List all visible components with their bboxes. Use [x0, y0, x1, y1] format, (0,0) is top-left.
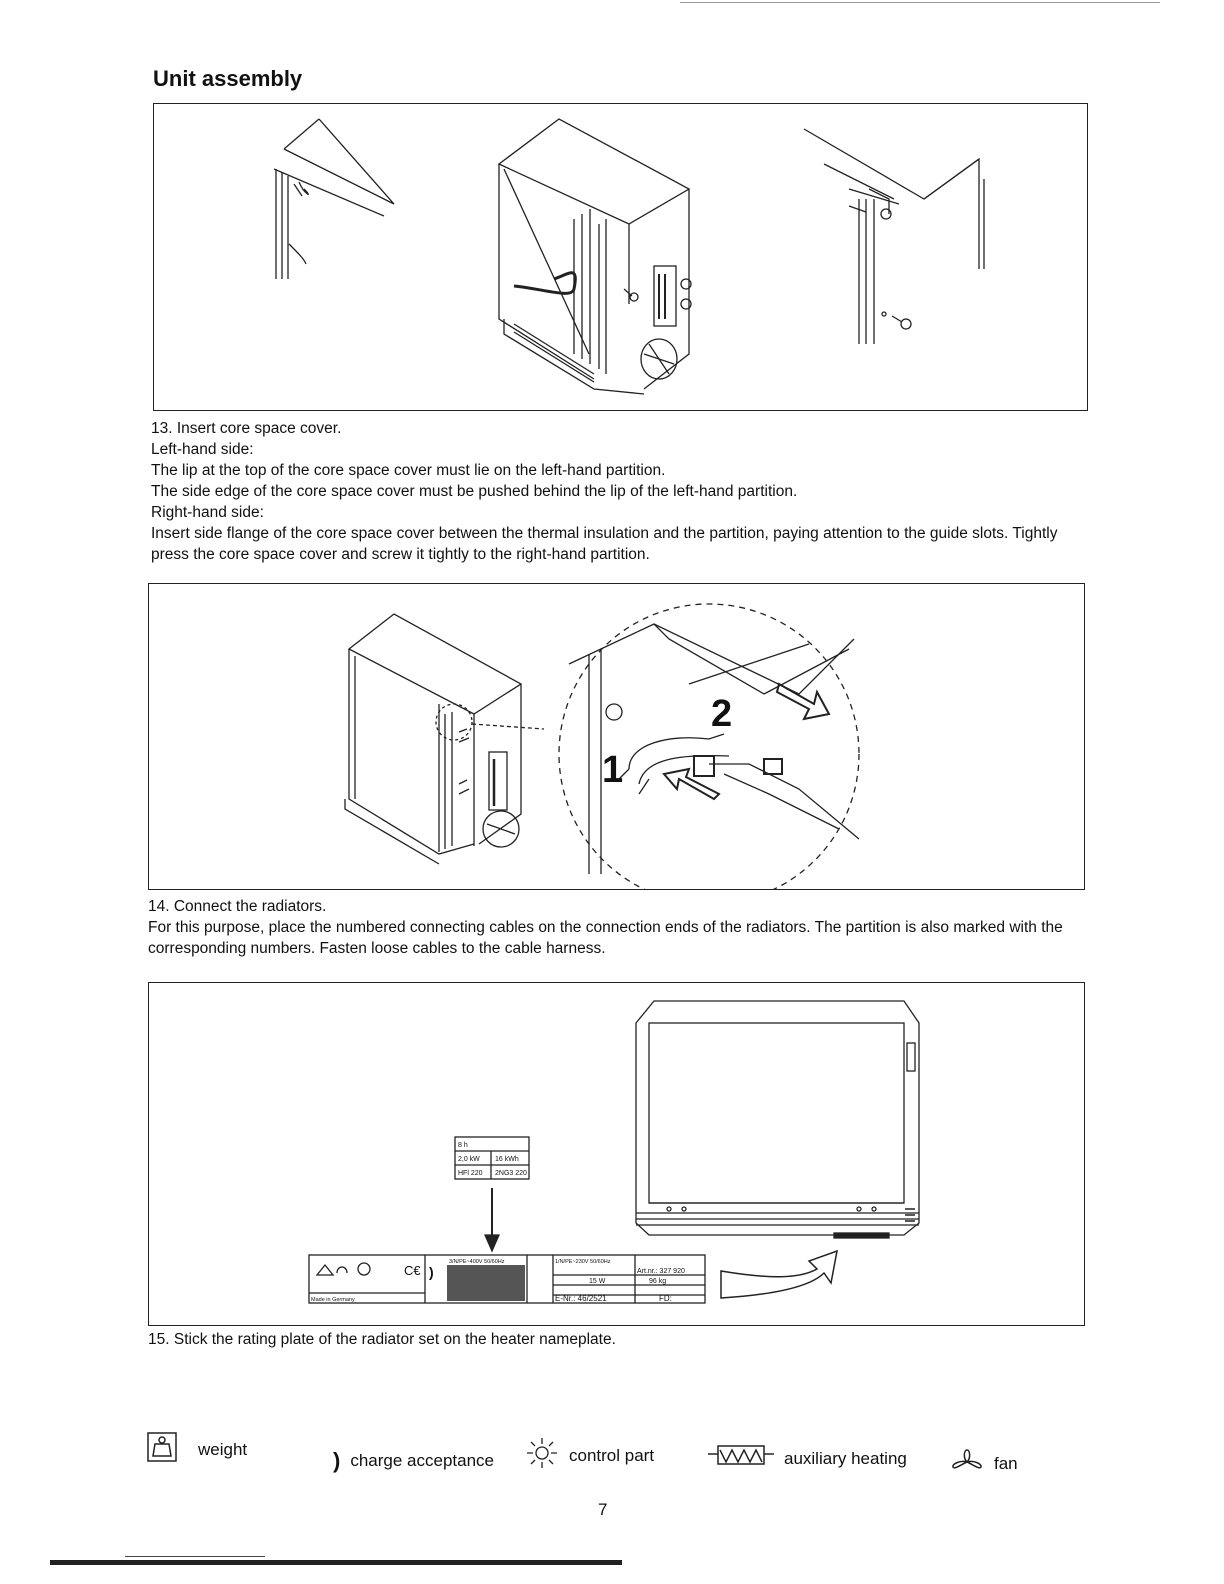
legend-label: weight: [198, 1439, 248, 1459]
figure-rating-plate: [148, 982, 1085, 1326]
heater-overview-drawing: [345, 614, 544, 864]
legend-weight: [146, 1431, 247, 1468]
small-plate-kwh: 16 kWh: [495, 1156, 519, 1163]
bottom-rule-thin: [125, 1556, 265, 1557]
legend-label: auxiliary heating: [784, 1448, 907, 1468]
small-plate-type: 2NG3 220: [495, 1170, 527, 1177]
step13-line: 13. Insert core space cover.: [151, 420, 342, 437]
small-rating-plate: [455, 1137, 529, 1179]
small-plate-row1: 8 h: [458, 1142, 468, 1149]
step13-line: The lip at the top of the core space cover must lie on the left-hand partition.: [151, 462, 666, 479]
page-title: Unit assembly: [153, 66, 303, 91]
legend-auxiliary-heating: [708, 1442, 907, 1475]
charge-acceptance-icon: ): [333, 1448, 341, 1473]
step14-text: [148, 896, 1083, 959]
step13-line: The side edge of the core space cover must be pushed behind the lip of the left-hand partition.: [151, 483, 798, 500]
step13-line: Right-hand side:: [151, 504, 264, 521]
legend-control-part: [525, 1436, 654, 1475]
curved-arrow: [721, 1251, 837, 1298]
supply-3ph: 3/N/PE~400V 50/60Hz: [449, 1259, 505, 1265]
auxiliary-heating-icon: [708, 1442, 774, 1475]
step14-line: For this purpose, place the numbered connecting cables on the connection ends of the radiators. The partition is also marked with the corresponding numbers. Fasten loose cables to the cable harness.: [148, 919, 1063, 957]
supply-1ph: 1/N/PE~230V 50/60Hz: [555, 1259, 611, 1265]
legend-charge-acceptance: [333, 1448, 494, 1474]
small-plate-model: HFl 220: [458, 1170, 483, 1177]
zoom-detail-drawing: [559, 604, 859, 889]
heater-front-drawing: [636, 1001, 919, 1238]
art-nr: Art.nr.: 327 920: [637, 1268, 685, 1275]
step13-line: Left-hand side:: [151, 441, 254, 458]
step14-line: 14. Connect the radiators.: [148, 898, 327, 915]
fan-power: 15 W: [589, 1278, 606, 1285]
e-nr: E-Nr.: 46/2521: [555, 1294, 607, 1303]
step15-text: [148, 1329, 1083, 1350]
page-number: 7: [598, 1500, 608, 1519]
fan-icon: [950, 1448, 984, 1479]
figure-connect-radiators: [148, 583, 1085, 890]
control-part-icon: [525, 1436, 559, 1475]
callout-number-2: 2: [711, 693, 733, 735]
made-in-label: Made in Germany: [311, 1297, 355, 1303]
step13-text: [151, 418, 1086, 565]
figure-core-space-cover: [153, 103, 1088, 411]
weight-value: 96 kg: [649, 1278, 667, 1285]
heater-cover-drawing: [499, 119, 691, 394]
right-screw-detail-drawing: [804, 129, 984, 344]
top-rule: [680, 2, 1160, 3]
bottom-rule: [50, 1560, 622, 1565]
legend-label: fan: [994, 1453, 1018, 1473]
weight-icon: [146, 1431, 178, 1468]
legend-fan: [950, 1448, 1018, 1479]
heater-nameplate: [309, 1255, 705, 1303]
left-lip-detail-drawing: [274, 119, 394, 279]
svg-text:C€: C€: [404, 1263, 421, 1278]
step13-line: Insert side flange of the core space cover between the thermal insulation and the partition, paying attention to the guide slots. Tightly press the core space cover and screw it tightly to the right-hand partition.: [151, 525, 1058, 563]
legend-label: control part: [569, 1445, 655, 1465]
legend-label: charge acceptance: [350, 1451, 494, 1470]
callout-number-1: 1: [602, 749, 624, 791]
step15-line: 15. Stick the rating plate of the radiator set on the heater nameplate.: [148, 1331, 616, 1348]
svg-text:): ): [429, 1264, 434, 1280]
fd-label: FD:: [659, 1294, 672, 1303]
small-plate-kw: 2,0 kW: [458, 1156, 480, 1163]
